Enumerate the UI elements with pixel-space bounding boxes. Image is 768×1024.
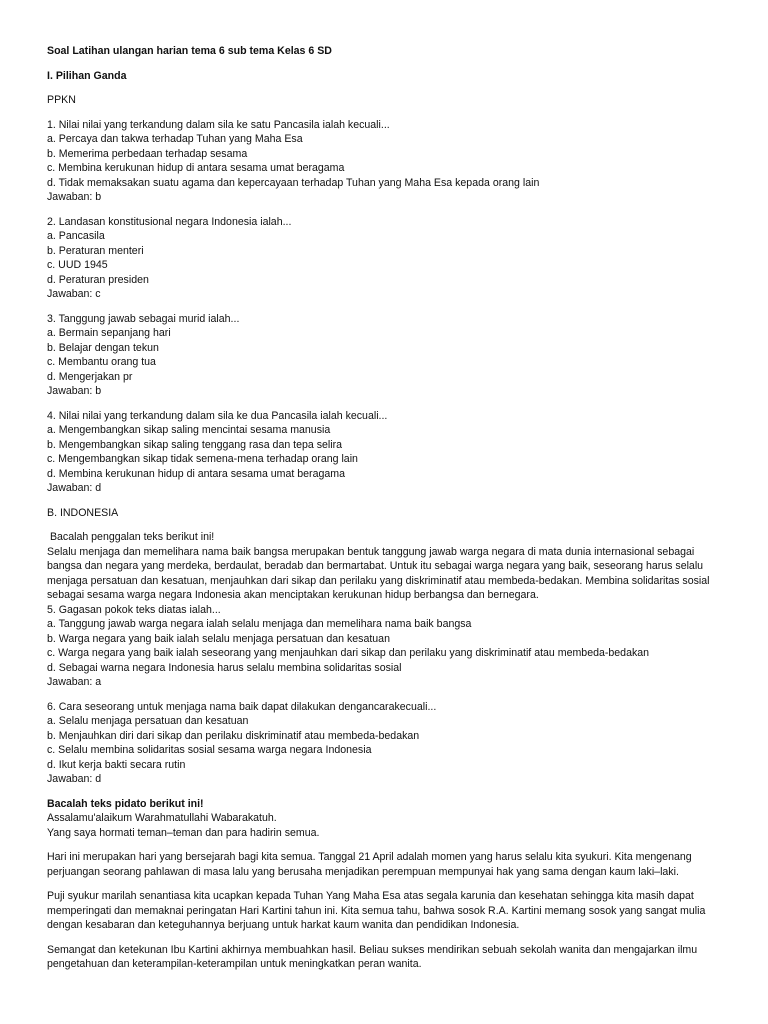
option-c: c. Warga negara yang baik ialah seseorang yang menjauhkan dari sikap dan perilaku yang diskriminatif atau membeda-bedakan bbox=[47, 647, 650, 659]
speech-line: Hari ini merupakan hari yang bersejarah bagi kita semua. Tanggal 21 April adalah momen yang harus selalu kita syukuri. Kita mengenang bbox=[47, 851, 692, 863]
document-content bbox=[47, 44, 727, 982]
reading-line: bangsa dan negara yang merdeka, berdaulat, beradab dan bermartabat. Untuk itu sebagai warga negara yang baik, seseorang harus selalu bbox=[47, 560, 704, 572]
option-c: c. Membina kerukunan hidup di antara sesama umat beragama bbox=[47, 162, 345, 174]
speech-greeting: Yang saya hormati teman–teman dan para hadirin semua. bbox=[47, 826, 320, 839]
speech-line: Semangat dan ketekunan Ibu Kartini akhirnya membuahkan hasil. Beliau sukses mendirikan sebuah sekolah wanita dan mengajarkan ilmu bbox=[47, 943, 698, 956]
question-text: 4. Nilai nilai yang terkandung dalam sila ke dua Pancasila ialah kecuali... bbox=[47, 409, 388, 422]
question-text: 6. Cara seseorang untuk menjaga nama baik dapat dilakukan dengancarakecuali... bbox=[47, 700, 437, 713]
answer-text: Jawaban: a bbox=[47, 676, 102, 688]
reading-line: menjaga persatuan dan kesatuan, menjauhkan dari sikap dan perilaku yang diskriminatif atau membeda-bedakan. Membina solidaritas sosial bbox=[47, 574, 710, 587]
answer-text: Jawaban: b bbox=[47, 385, 102, 397]
reading-instruction: Bacalah penggalan teks berikut ini! bbox=[47, 531, 215, 543]
document-title: Soal Latihan ulangan harian tema 6 sub tema Kelas 6 SD bbox=[47, 45, 332, 57]
option-a: a. Mengembangkan sikap saling mencintai sesama manusia bbox=[47, 424, 331, 436]
speech-paragraph-1 bbox=[47, 850, 727, 879]
answer-text: Jawaban: c bbox=[47, 288, 101, 300]
option-c: c. Selalu membina solidaritas sosial sesama warga negara Indonesia bbox=[47, 744, 372, 756]
speech-paragraph-2 bbox=[47, 889, 727, 933]
speech-instruction: Bacalah teks pidato berikut ini! bbox=[47, 797, 204, 810]
speech-intro-block bbox=[47, 797, 727, 841]
speech-line: Puji syukur marilah senantiasa kita ucapkan kepada Tuhan Yang Maha Esa atas segala karunia dan kesehatan sehingga kita masih dapat bbox=[47, 890, 694, 902]
option-a: a. Selalu menjaga persatuan dan kesatuan bbox=[47, 715, 249, 727]
option-d: d. Tidak memaksakan suatu agama dan kepercayaan terhadap Tuhan yang Maha Esa kepada orang lain bbox=[47, 176, 540, 189]
option-c: c. Membantu orang tua bbox=[47, 356, 156, 368]
option-b: b. Warga negara yang baik ialah selalu menjaga persatuan dan kesatuan bbox=[47, 632, 390, 645]
option-c: c. Mengembangkan sikap tidak semena-mena terhadap orang lain bbox=[47, 453, 358, 465]
reading-passage-block bbox=[47, 530, 727, 690]
question-text: 1. Nilai nilai yang terkandung dalam sila ke satu Pancasila ialah kecuali... bbox=[47, 118, 390, 131]
question-block-1 bbox=[47, 118, 727, 205]
option-b: b. Memerima perbedaan terhadap sesama bbox=[47, 147, 248, 160]
speech-paragraph-3 bbox=[47, 943, 727, 972]
option-a: a. Bermain sepanjang hari bbox=[47, 327, 171, 339]
section-heading: I. Pilihan Ganda bbox=[47, 69, 127, 82]
subject-indonesia: B. INDONESIA bbox=[47, 506, 119, 519]
reading-line: Selalu menjaga dan memelihara nama baik bangsa merupakan bentuk tanggung jawab warga negara di mata dunia internasional sebagai bbox=[47, 545, 695, 558]
option-b: b. Menjauhkan diri dari sikap dan perilaku diskriminatif atau membeda-bedakan bbox=[47, 729, 420, 742]
answer-text: Jawaban: d bbox=[47, 773, 102, 785]
question-block-6 bbox=[47, 700, 727, 787]
option-d: d. Ikut kerja bakti secara rutin bbox=[47, 758, 186, 771]
option-a: a. Tanggung jawab warga negara ialah selalu menjaga dan memelihara nama baik bangsa bbox=[47, 618, 472, 630]
speech-line: memperingati dan memaknai peringatan Hari Kartini tahun ini. Kita semua tahu, bahwa sosok R.A. Kartini memang sosok yang sangat mulia bbox=[47, 904, 706, 917]
speech-line: pengetahuan dan keterampilan-keterampilan untuk meningkatkan peran wanita. bbox=[47, 958, 422, 970]
option-c: c. UUD 1945 bbox=[47, 259, 108, 271]
option-d: d. Peraturan presiden bbox=[47, 273, 149, 286]
question-text: 3. Tanggung jawab sebagai murid ialah... bbox=[47, 312, 240, 325]
question-text: 5. Gagasan pokok teks diatas ialah... bbox=[47, 603, 221, 616]
subject-ppkn: PPKN bbox=[47, 94, 76, 106]
speech-line: perjuangan seorang pahlawan di masa lalu yang berusaha menjadikan perempuan mempunyai hak yang sama dengan kaum laki–laki. bbox=[47, 865, 679, 878]
option-b: b. Peraturan menteri bbox=[47, 244, 144, 257]
option-d: d. Membina kerukunan hidup di antara sesama umat beragama bbox=[47, 467, 345, 480]
answer-text: Jawaban: b bbox=[47, 191, 102, 203]
question-block-3 bbox=[47, 312, 727, 399]
reading-line: sebagai sesama warga negara Indonesia akan menciptakan kerukunan hidup berbangsa dan bernegara. bbox=[47, 589, 539, 601]
option-d: d. Sebagai warna negara Indonesia harus selalu membina solidaritas sosial bbox=[47, 661, 402, 674]
question-block-2 bbox=[47, 215, 727, 302]
answer-text: Jawaban: d bbox=[47, 482, 102, 494]
option-d: d. Mengerjakan pr bbox=[47, 370, 133, 383]
option-b: b. Belajar dengan tekun bbox=[47, 341, 159, 354]
question-text: 2. Landasan konstitusional negara Indonesia ialah... bbox=[47, 215, 292, 228]
question-block-4 bbox=[47, 409, 727, 496]
option-b: b. Mengembangkan sikap saling tenggang rasa dan tepa selira bbox=[47, 438, 343, 451]
speech-line: dengan kesabaran dan keteguhannya berjuang untuk harkat kaum wanita dan pendidikan Indonesia. bbox=[47, 919, 520, 931]
speech-greeting: Assalamu'alaikum Warahmatullahi Wabarakatuh. bbox=[47, 812, 277, 824]
option-a: a. Percaya dan takwa terhadap Tuhan yang Maha Esa bbox=[47, 133, 303, 145]
option-a: a. Pancasila bbox=[47, 230, 105, 242]
